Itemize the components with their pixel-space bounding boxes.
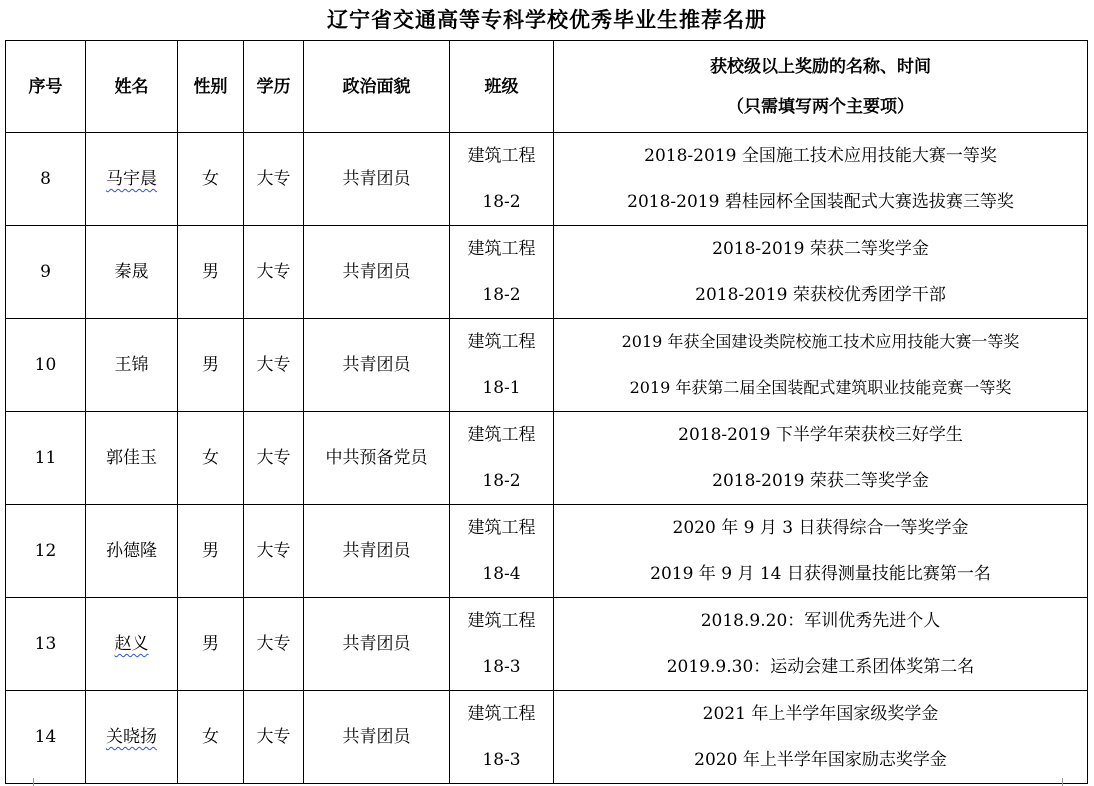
cell-political: 共青团员 [304, 133, 450, 226]
header-name: 姓名 [86, 41, 178, 133]
cell-index: 13 [6, 598, 86, 691]
cell-gender: 男 [178, 319, 244, 412]
award-1: 2020 年 9 月 3 日获得综合一等奖学金 [672, 518, 969, 538]
cell-awards [554, 226, 1088, 319]
cell-class [450, 319, 554, 412]
award-2: 2018-2019 荣获校优秀团学干部 [695, 285, 946, 305]
table-row [6, 319, 1088, 412]
cell-awards [554, 598, 1088, 691]
cell-awards [554, 412, 1088, 505]
cell-name: 王锦 [86, 319, 178, 412]
cell-index: 11 [6, 412, 86, 505]
cell-gender: 女 [178, 691, 244, 784]
cell-education: 大专 [244, 691, 304, 784]
cell-index: 8 [6, 133, 86, 226]
cell-name [86, 598, 178, 691]
cell-class [450, 505, 554, 598]
cell-political: 共青团员 [304, 226, 450, 319]
class-code: 18-1 [482, 378, 521, 398]
award-1: 2018-2019 全国施工技术应用技能大赛一等奖 [644, 146, 997, 166]
name-text: 关晓扬 [106, 727, 157, 747]
page-edge-mark-left [33, 778, 34, 786]
class-code: 18-3 [482, 657, 521, 677]
document-title: 辽宁省交通高等专科学校优秀毕业生推荐名册 [327, 8, 767, 32]
award-1: 2021 年上半学年国家级奖学金 [702, 704, 939, 724]
cell-class [450, 226, 554, 319]
cell-class [450, 598, 554, 691]
cell-name: 秦晟 [86, 226, 178, 319]
cell-education: 大专 [244, 319, 304, 412]
cell-education: 大专 [244, 598, 304, 691]
class-major: 建筑工程 [467, 146, 536, 166]
class-major: 建筑工程 [467, 518, 536, 538]
cell-political: 共青团员 [304, 319, 450, 412]
header-class: 班级 [450, 41, 554, 133]
class-major: 建筑工程 [467, 239, 536, 259]
header-education: 学历 [244, 41, 304, 133]
class-code: 18-3 [482, 750, 521, 770]
class-major: 建筑工程 [467, 332, 536, 352]
award-1: 2018.9.20：军训优秀先进个人 [700, 611, 941, 631]
header-row [6, 41, 1088, 133]
graduate-roster-table [5, 40, 1088, 784]
award-2: 2019.9.30：运动会建工系团体奖第二名 [666, 657, 975, 677]
name-text: 赵义 [114, 634, 149, 654]
award-2: 2020 年上半学年国家励志奖学金 [694, 750, 947, 770]
table-row [6, 505, 1088, 598]
cell-awards [554, 691, 1088, 784]
award-2: 2019 年获第二届全国装配式建筑职业技能竞赛一等奖 [629, 378, 1012, 397]
cell-name [86, 691, 178, 784]
award-1: 2018-2019 荣获二等奖学金 [712, 239, 929, 259]
cell-index: 12 [6, 505, 86, 598]
class-major: 建筑工程 [467, 611, 536, 631]
table-row [6, 133, 1088, 226]
header-awards [554, 41, 1088, 133]
cell-political: 共青团员 [304, 505, 450, 598]
header-awards-line2: （只需填写两个主要项） [727, 96, 914, 117]
cell-education: 大专 [244, 226, 304, 319]
name-text: 马宇晨 [106, 169, 157, 189]
cell-awards [554, 133, 1088, 226]
class-major: 建筑工程 [467, 704, 536, 724]
award-1: 2019 年获全国建设类院校施工技术应用技能大赛一等奖 [621, 332, 1020, 351]
header-political: 政治面貌 [304, 41, 450, 133]
award-2: 2018-2019 碧桂园杯全国装配式大赛选拔赛三等奖 [627, 192, 1014, 212]
award-2: 2018-2019 荣获二等奖学金 [712, 471, 929, 491]
cell-gender: 男 [178, 598, 244, 691]
cell-index: 9 [6, 226, 86, 319]
cell-gender: 男 [178, 505, 244, 598]
cell-education: 大专 [244, 133, 304, 226]
cell-political: 共青团员 [304, 691, 450, 784]
cell-political: 中共预备党员 [304, 412, 450, 505]
cell-class [450, 133, 554, 226]
table-row [6, 691, 1088, 784]
cell-gender: 女 [178, 133, 244, 226]
cell-name: 郭佳玉 [86, 412, 178, 505]
header-awards-line1: 获校级以上奖励的名称、时间 [710, 56, 931, 77]
cell-awards [554, 319, 1088, 412]
cell-education: 大专 [244, 505, 304, 598]
cell-index: 14 [6, 691, 86, 784]
table-row [6, 598, 1088, 691]
award-1: 2018-2019 下半学年荣获校三好学生 [678, 425, 963, 445]
cell-awards [554, 505, 1088, 598]
cell-gender: 男 [178, 226, 244, 319]
table-row [6, 412, 1088, 505]
cell-class [450, 412, 554, 505]
cell-education: 大专 [244, 412, 304, 505]
cell-name: 孙德隆 [86, 505, 178, 598]
table-row [6, 226, 1088, 319]
page-edge-mark-right [1062, 778, 1063, 786]
cell-class [450, 691, 554, 784]
class-code: 18-2 [482, 192, 521, 212]
cell-index: 10 [6, 319, 86, 412]
cell-gender: 女 [178, 412, 244, 505]
cell-political: 共青团员 [304, 598, 450, 691]
class-code: 18-2 [482, 471, 521, 491]
cell-name [86, 133, 178, 226]
header-index: 序号 [6, 41, 86, 133]
header-gender: 性别 [178, 41, 244, 133]
class-code: 18-4 [482, 564, 521, 584]
class-major: 建筑工程 [467, 425, 536, 445]
award-2: 2019 年 9 月 14 日获得测量技能比赛第一名 [650, 564, 991, 584]
class-code: 18-2 [482, 285, 521, 305]
